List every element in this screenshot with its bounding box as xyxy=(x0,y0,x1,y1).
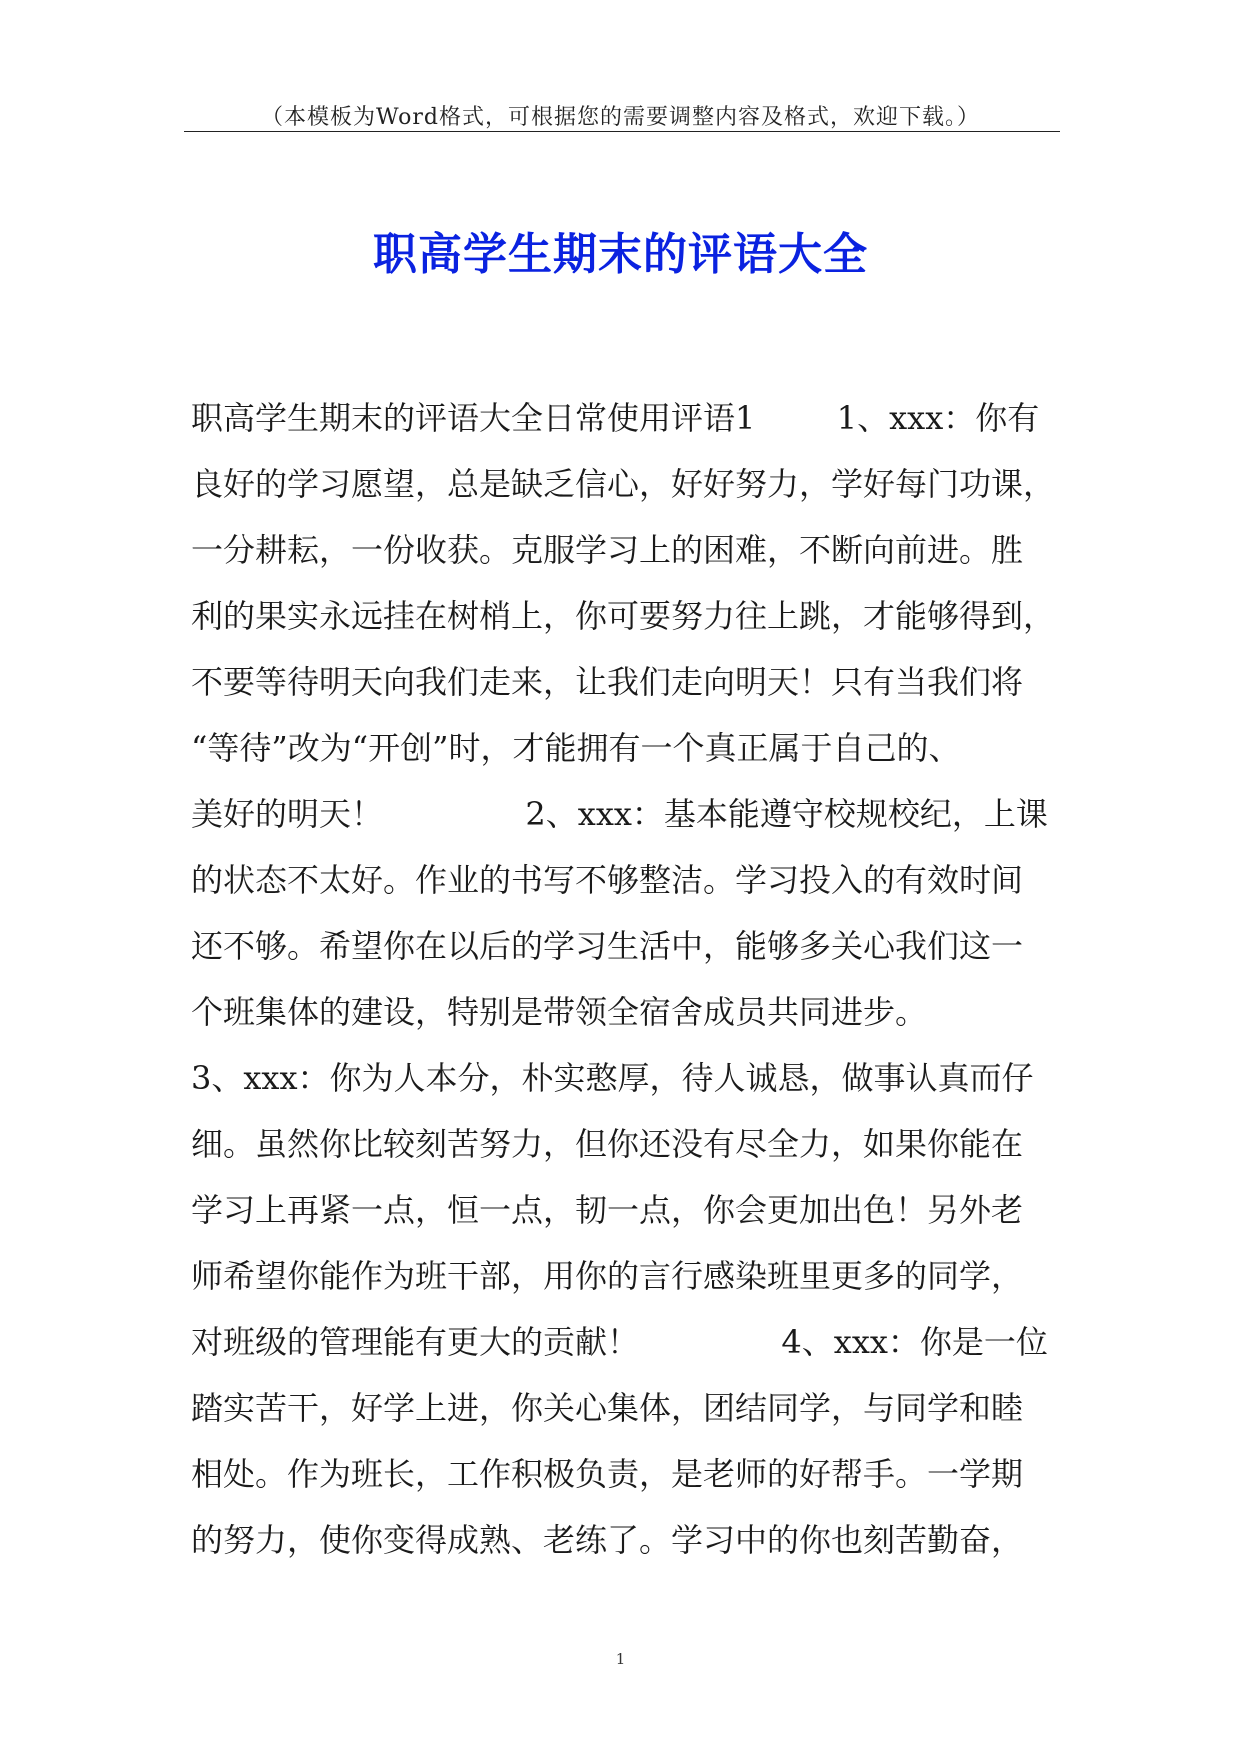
body-line: 踏实苦干，好学上进，你关心集体，团结同学，与同学和睦 xyxy=(191,1389,1024,1427)
body-line: 学习上再紧一点，恒一点，韧一点，你会更加出色！另外老 xyxy=(191,1191,1024,1229)
body-text xyxy=(191,385,1056,1573)
document-title: 职高学生期末的评语大全 xyxy=(373,229,868,280)
header-note: （本模板为Word格式，可根据您的需要调整内容及格式，欢迎下载。） xyxy=(261,105,980,130)
body-line: 个班集体的建设，特别是带领全宿舍成员共同进步。 xyxy=(191,993,928,1031)
body-line: 师希望你能作为班干部，用你的言行感染班里更多的同学， xyxy=(191,1257,1024,1295)
body-line: 还不够。希望你在以后的学习生活中，能够多关心我们这一 xyxy=(191,927,1024,965)
body-line: 相处。作为班长，工作积极负责，是老师的好帮手。一学期 xyxy=(191,1455,1024,1493)
body-line: 的状态不太好。作业的书写不够整洁。学习投入的有效时间 xyxy=(191,861,1024,899)
body-line: 的努力，使你变得成熟、老练了。学习中的你也刻苦勤奋， xyxy=(191,1521,1024,1559)
body-line: 不要等待明天向我们走来，让我们走向明天！只有当我们将 xyxy=(191,663,1024,701)
body-line: 对班级的管理能有更大的贡献！ 4、xxx：你是一位 xyxy=(191,1323,1048,1361)
body-line: 利的果实永远挂在树梢上，你可要努力往上跳，才能够得到， xyxy=(191,597,1056,635)
header-divider xyxy=(184,131,1060,132)
body-line: 一分耕耘，一份收获。克服学习上的困难，不断向前进。胜 xyxy=(191,531,1024,569)
body-line: 良好的学习愿望，总是缺乏信心，好好努力，学好每门功课， xyxy=(191,465,1056,503)
body-line: “等待”改为“开创”时，才能拥有一个真正属于自己的、 xyxy=(191,729,961,767)
page-number: 1 xyxy=(615,1650,626,1668)
body-line: 细。虽然你比较刻苦努力，但你还没有尽全力，如果你能在 xyxy=(191,1125,1024,1163)
body-line: 职高学生期末的评语大全日常使用评语1 1、xxx：你有 xyxy=(191,399,1040,437)
body-line: 3、xxx：你为人本分，朴实憨厚，待人诚恳，做事认真而仔 xyxy=(191,1059,1034,1097)
body-line: 美好的明天！ 2、xxx：基本能遵守校规校纪，上课 xyxy=(191,795,1048,833)
